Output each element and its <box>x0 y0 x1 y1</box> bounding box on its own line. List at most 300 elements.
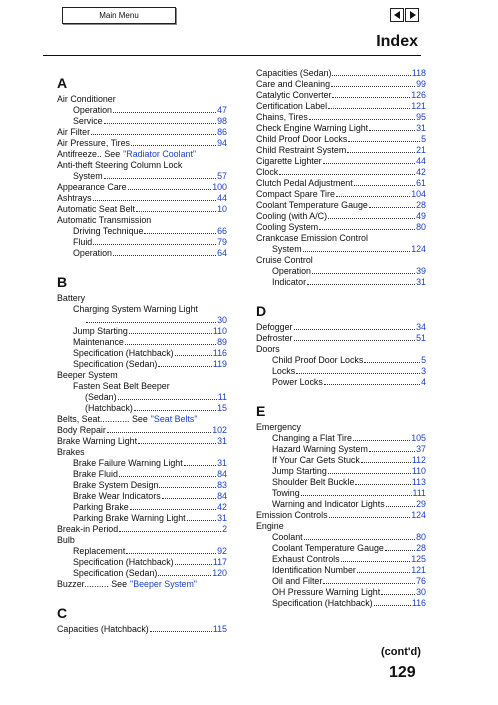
index-entry[interactable] <box>256 200 426 211</box>
entry-text: System <box>272 244 302 254</box>
index-entry[interactable] <box>256 68 426 79</box>
entry-text: Ashtrays <box>57 193 92 203</box>
page-link[interactable]: 31 <box>217 436 227 446</box>
section-letter-b: B <box>57 274 68 290</box>
entry-text: Brake System Design <box>73 480 159 490</box>
dot-leader <box>158 366 211 367</box>
entry-text: Brake Wear Indicators <box>73 491 161 501</box>
page-link[interactable]: 121 <box>411 565 426 575</box>
page-link[interactable]: 113 <box>411 477 426 487</box>
dot-leader <box>364 362 420 363</box>
dot-leader <box>341 561 411 562</box>
index-entry <box>256 255 426 266</box>
page-link[interactable]: 31 <box>217 458 227 468</box>
index-entry[interactable] <box>57 237 227 248</box>
entry-text: Coolant <box>272 532 303 542</box>
page-link[interactable]: 31 <box>416 277 426 287</box>
dot-leader <box>323 583 415 584</box>
dot-leader <box>369 130 415 131</box>
dot-leader <box>91 134 216 135</box>
page-link[interactable]: 94 <box>217 138 227 148</box>
entry-text: Replacement <box>73 546 126 556</box>
dot-leader <box>158 575 211 576</box>
index-entry[interactable] <box>256 244 426 255</box>
index-entry[interactable] <box>256 333 426 344</box>
index-entry[interactable] <box>256 499 426 510</box>
dot-leader <box>385 550 415 551</box>
dot-leader <box>93 200 217 201</box>
page-link[interactable]: 79 <box>217 237 227 247</box>
entry-text: Cigarette Lighter <box>256 156 322 166</box>
page-link[interactable]: 126 <box>411 90 426 100</box>
page-link[interactable]: 80 <box>416 222 426 232</box>
next-page-button[interactable] <box>405 8 419 22</box>
dot-leader <box>104 178 217 179</box>
dot-leader <box>279 174 415 175</box>
page-link[interactable]: 34 <box>416 322 426 332</box>
page-link[interactable]: 4 <box>421 377 426 387</box>
entry-text: Beeper System <box>57 370 118 380</box>
index-entry[interactable] <box>256 587 426 598</box>
dot-leader <box>175 355 212 356</box>
entry-text: Brake Fluid <box>73 469 118 479</box>
entry-text: Specification (Sedan) <box>73 359 158 369</box>
entry-text: Chains, Tires <box>256 112 308 122</box>
index-entry[interactable] <box>256 455 426 466</box>
entry-text: Towing <box>272 488 300 498</box>
arrow-left-icon <box>394 11 400 19</box>
entry-text: Belts, Seat............ See <box>57 414 148 424</box>
index-entry[interactable] <box>256 598 426 609</box>
index-entry[interactable] <box>57 127 227 138</box>
index-entry[interactable] <box>256 543 426 554</box>
dot-leader <box>296 373 420 374</box>
dot-leader <box>125 344 216 345</box>
index-entry[interactable] <box>256 355 426 366</box>
page-link[interactable]: 64 <box>217 248 227 258</box>
entry-text: Air Filter <box>57 127 91 137</box>
index-entry[interactable] <box>256 123 426 134</box>
see-also-link[interactable]: "Beeper System" <box>130 579 198 589</box>
dot-leader <box>332 97 410 98</box>
dot-leader <box>294 329 416 330</box>
dot-leader <box>118 399 217 400</box>
index-entry[interactable] <box>256 90 426 101</box>
dot-leader <box>328 473 411 474</box>
page-link[interactable]: 98 <box>217 116 227 126</box>
index-entry <box>57 414 227 425</box>
dot-leader <box>130 509 216 510</box>
index-entry[interactable] <box>57 546 227 557</box>
entry-text: Specification (Sedan) <box>73 568 158 578</box>
index-entry[interactable] <box>57 568 227 579</box>
page-link[interactable]: 15 <box>217 403 227 413</box>
index-entry[interactable] <box>57 469 227 480</box>
dot-leader <box>138 443 216 444</box>
entry-text: Defroster <box>256 333 293 343</box>
entry-text: Antifreeze.. See <box>57 149 121 159</box>
index-entry[interactable] <box>57 502 227 513</box>
index-entry[interactable] <box>256 112 426 123</box>
dot-leader <box>93 244 216 245</box>
index-entry[interactable] <box>57 226 227 237</box>
entry-text: Operation <box>73 105 112 115</box>
see-also-link[interactable]: "Seat Belts" <box>150 414 198 424</box>
entry-text: Brakes <box>57 447 85 457</box>
index-entry[interactable] <box>256 222 426 233</box>
dot-leader <box>386 506 415 507</box>
entry-text: Doors <box>256 344 280 354</box>
page-link[interactable]: 61 <box>416 178 426 188</box>
page-title: Index <box>376 33 418 50</box>
index-entry[interactable] <box>256 134 426 145</box>
page-link[interactable]: 119 <box>212 359 227 369</box>
index-entry[interactable] <box>57 458 227 469</box>
page-link[interactable]: 124 <box>411 510 426 520</box>
index-entry[interactable] <box>256 366 426 377</box>
page-link[interactable]: 21 <box>416 145 426 155</box>
index-entry[interactable] <box>256 322 426 333</box>
entry-text: Jump Starting <box>73 326 128 336</box>
dot-leader <box>187 520 216 521</box>
entry-text: Break-in Period <box>57 524 119 534</box>
entry-text: Clock <box>256 167 279 177</box>
page-link[interactable]: 100 <box>212 182 227 192</box>
index-entry[interactable] <box>57 182 227 193</box>
page-link[interactable]: 121 <box>411 101 426 111</box>
page-link[interactable]: 5 <box>421 134 426 144</box>
index-entry[interactable] <box>57 315 227 326</box>
entry-text: Battery <box>57 293 86 303</box>
page-link[interactable]: 37 <box>416 444 426 454</box>
section-letter-a: A <box>57 75 68 91</box>
index-entry[interactable] <box>57 248 227 259</box>
dot-leader <box>369 207 415 208</box>
dot-leader <box>119 531 221 532</box>
index-entry[interactable] <box>256 510 426 521</box>
index-entry[interactable] <box>256 277 426 288</box>
page-link[interactable]: 28 <box>416 543 426 553</box>
dot-leader <box>336 196 410 197</box>
index-entry <box>57 215 227 226</box>
index-entry <box>256 422 426 433</box>
entry-text: Capacities (Sedan) <box>256 68 332 78</box>
entry-text: Cooling System <box>256 222 319 232</box>
dot-leader <box>324 384 420 385</box>
entry-text: Specification (Hatchback) <box>272 598 373 608</box>
index-entry <box>57 304 227 315</box>
page-link[interactable]: 112 <box>411 455 426 465</box>
entry-text: System <box>73 171 103 181</box>
index-entry[interactable] <box>57 326 227 337</box>
page-link[interactable]: 29 <box>416 499 426 509</box>
dot-leader <box>369 451 415 452</box>
dot-leader <box>301 495 412 496</box>
page-link[interactable]: 104 <box>411 189 426 199</box>
entry-text: (Hatchback) <box>85 403 133 413</box>
page-link[interactable]: 89 <box>217 337 227 347</box>
entry-text: Crankcase Emission Control <box>256 233 368 243</box>
page-link[interactable]: 49 <box>416 211 426 221</box>
entry-text: Care and Cleaning <box>256 79 331 89</box>
dot-leader <box>374 605 411 606</box>
entry-text: Bulb <box>57 535 75 545</box>
index-entry[interactable] <box>256 377 426 388</box>
entry-text: Compact Spare Tire <box>256 189 335 199</box>
page-link[interactable]: 44 <box>416 156 426 166</box>
index-entry[interactable] <box>256 266 426 277</box>
page-link[interactable]: 51 <box>416 333 426 343</box>
index-entry[interactable] <box>256 79 426 90</box>
entry-text: Fasten Seat Belt Beeper <box>73 381 170 391</box>
entry-text: Coolant Temperature Gauge <box>256 200 368 210</box>
page-link[interactable]: 84 <box>217 491 227 501</box>
dot-leader <box>348 141 420 142</box>
page-link[interactable]: 111 <box>412 488 426 498</box>
page-link[interactable]: 83 <box>217 480 227 490</box>
page-link[interactable]: 30 <box>217 315 227 325</box>
arrow-right-icon <box>410 11 416 19</box>
entry-text: Driving Technique <box>73 226 144 236</box>
entry-text: Defogger <box>256 322 293 332</box>
index-entry <box>256 344 426 355</box>
index-entry[interactable] <box>57 337 227 348</box>
entry-text: Engine <box>256 521 284 531</box>
index-entry[interactable] <box>57 524 227 535</box>
index-entry[interactable] <box>256 178 426 189</box>
dot-leader <box>150 631 212 632</box>
index-entry[interactable] <box>57 138 227 149</box>
dot-leader <box>381 594 415 595</box>
index-entry[interactable] <box>57 513 227 524</box>
index-entry[interactable] <box>57 557 227 568</box>
dot-leader <box>347 152 415 153</box>
entry-text: Maintenance <box>73 337 124 347</box>
dot-leader <box>329 517 411 518</box>
continued-label: (cont'd) <box>381 646 421 658</box>
entry-text: Specification (Hatchback) <box>73 348 174 358</box>
dot-leader <box>162 498 216 499</box>
page-link[interactable]: 120 <box>212 568 227 578</box>
entry-text: Oil and Filter <box>272 576 323 586</box>
page-link[interactable]: 42 <box>416 167 426 177</box>
page-link[interactable]: 116 <box>411 598 426 608</box>
dot-leader <box>134 410 216 411</box>
dot-leader <box>136 211 216 212</box>
page-link[interactable]: 30 <box>416 587 426 597</box>
dot-leader <box>353 440 410 441</box>
dot-leader <box>357 572 410 573</box>
index-entry[interactable] <box>57 403 227 414</box>
dot-leader <box>355 484 410 485</box>
page-link[interactable]: 117 <box>212 557 227 567</box>
entry-text: (Sedan) <box>85 392 117 402</box>
entry-text: Child Restraint System <box>256 145 347 155</box>
page-link[interactable]: 57 <box>217 171 227 181</box>
index-entry <box>57 579 227 590</box>
entry-text: Body Repair <box>57 425 106 435</box>
entry-text: Warning and Indicator Lights <box>272 499 385 509</box>
entry-text: Child Proof Door Locks <box>272 355 364 365</box>
page-link[interactable]: 125 <box>411 554 426 564</box>
index-entry[interactable] <box>256 565 426 576</box>
page-link[interactable]: 42 <box>217 502 227 512</box>
entry-text: Automatic Seat Belt <box>57 204 135 214</box>
entry-text: OH Pressure Warning Light <box>272 587 381 597</box>
entry-text: Service <box>73 116 103 126</box>
index-entry[interactable] <box>256 156 426 167</box>
page-link[interactable]: 28 <box>416 200 426 210</box>
index-entry[interactable] <box>57 193 227 204</box>
entry-text: Catalytic Converter <box>256 90 332 100</box>
page-link[interactable]: 102 <box>212 425 227 435</box>
section-letter-c: C <box>57 605 68 621</box>
page-link[interactable]: 47 <box>217 105 227 115</box>
entry-text: Coolant Temperature Gauge <box>272 543 384 553</box>
page-link[interactable]: 76 <box>416 576 426 586</box>
page-link[interactable]: 66 <box>217 226 227 236</box>
entry-text: If Your Car Gets Stuck <box>272 455 360 465</box>
dot-leader <box>104 123 217 124</box>
dot-leader <box>307 284 415 285</box>
index-entry[interactable] <box>256 488 426 499</box>
section-letter-d: D <box>256 303 267 319</box>
page-link[interactable]: 116 <box>212 348 227 358</box>
main-menu-button[interactable]: Main Menu <box>62 7 176 24</box>
index-entry <box>57 160 227 171</box>
index-entry[interactable] <box>57 359 227 370</box>
entry-text: Cooling (with A/C) <box>256 211 328 221</box>
page-link[interactable]: 10 <box>217 204 227 214</box>
index-entry[interactable] <box>256 466 426 477</box>
index-entry[interactable] <box>256 101 426 112</box>
header-divider <box>43 55 421 56</box>
index-entry[interactable] <box>57 480 227 491</box>
index-entry[interactable] <box>57 171 227 182</box>
index-column-left <box>57 68 227 635</box>
page-link[interactable]: 11 <box>217 392 227 402</box>
entry-text: Air Pressure, Tires <box>57 138 130 148</box>
index-entry[interactable] <box>57 348 227 359</box>
page-link[interactable]: 115 <box>212 624 227 634</box>
dot-leader <box>332 75 410 76</box>
page-link[interactable]: 39 <box>416 266 426 276</box>
entry-text: Jump Starting <box>272 466 327 476</box>
index-entry[interactable] <box>256 167 426 178</box>
dot-leader <box>113 255 216 256</box>
section-letter-e: E <box>256 403 266 419</box>
dot-leader <box>361 462 411 463</box>
see-also-link[interactable]: "Radiator Coolant" <box>123 149 197 159</box>
entry-text: Emission Controls <box>256 510 328 520</box>
page-link[interactable]: 99 <box>416 79 426 89</box>
page-link[interactable]: 2 <box>222 524 227 534</box>
page-link[interactable]: 110 <box>212 326 227 336</box>
dot-leader <box>126 553 216 554</box>
dot-leader <box>159 487 216 488</box>
entry-text: Clutch Pedal Adjustment <box>256 178 353 188</box>
dot-leader <box>323 163 416 164</box>
index-entry[interactable] <box>256 211 426 222</box>
entry-text: Charging System Warning Light <box>73 304 198 314</box>
dot-leader <box>354 185 415 186</box>
entry-text: Certification Label <box>256 101 328 111</box>
entry-text: Anti-theft Steering Column Lock <box>57 160 183 170</box>
entry-text: Child Proof Door Locks <box>256 134 348 144</box>
index-entry[interactable] <box>57 491 227 502</box>
dot-leader <box>113 112 216 113</box>
page-link[interactable]: 5 <box>421 355 426 365</box>
index-entry[interactable] <box>57 392 227 403</box>
entry-text: Power Locks <box>272 377 323 387</box>
index-entry[interactable] <box>256 576 426 587</box>
page-link[interactable]: 80 <box>416 532 426 542</box>
index-entry[interactable] <box>256 189 426 200</box>
index-entry <box>57 149 227 160</box>
index-entry[interactable] <box>57 116 227 127</box>
index-entry[interactable] <box>256 532 426 543</box>
page-link[interactable]: 84 <box>217 469 227 479</box>
entry-text: Buzzer.......... See <box>57 579 128 589</box>
entry-text: Hazard Warning System <box>272 444 368 454</box>
index-column-right <box>256 68 426 609</box>
page-link[interactable]: 3 <box>421 366 426 376</box>
page-link[interactable]: 124 <box>411 244 426 254</box>
index-entry <box>57 370 227 381</box>
index-entry[interactable] <box>57 624 227 635</box>
dot-leader <box>319 229 415 230</box>
entry-text: Locks <box>272 366 296 376</box>
index-entry[interactable] <box>57 425 227 436</box>
page-link[interactable]: 31 <box>217 513 227 523</box>
dot-leader <box>175 564 212 565</box>
entry-text: Parking Brake Warning Light <box>73 513 186 523</box>
index-entry[interactable] <box>256 145 426 156</box>
dot-leader <box>86 322 216 323</box>
index-entry[interactable] <box>57 105 227 116</box>
page-link[interactable]: 95 <box>416 112 426 122</box>
page-link[interactable]: 86 <box>217 127 227 137</box>
index-entry <box>57 447 227 458</box>
page-link[interactable]: 110 <box>411 466 426 476</box>
index-entry[interactable] <box>57 204 227 215</box>
entry-text: Changing a Flat Tire <box>272 433 352 443</box>
entry-text: Brake Warning Light <box>57 436 138 446</box>
page-link[interactable]: 118 <box>411 68 426 78</box>
page-link[interactable]: 44 <box>217 193 227 203</box>
entry-text: Automatic Transmission <box>57 215 152 225</box>
entry-text: Check Engine Warning Light <box>256 123 369 133</box>
previous-page-button[interactable] <box>390 8 404 22</box>
index-entry <box>57 381 227 392</box>
index-entry[interactable] <box>57 436 227 447</box>
dot-leader <box>328 218 415 219</box>
entry-text: Brake Failure Warning Light <box>73 458 183 468</box>
dot-leader <box>144 233 216 234</box>
index-entry <box>57 535 227 546</box>
index-entry[interactable] <box>256 444 426 455</box>
dot-leader <box>303 251 411 252</box>
entry-text: Parking Brake <box>73 502 129 512</box>
page-link[interactable]: 92 <box>217 546 227 556</box>
entry-text: Exhaust Controls <box>272 554 340 564</box>
index-entry[interactable] <box>256 554 426 565</box>
index-entry <box>57 293 227 304</box>
page-link[interactable]: 31 <box>416 123 426 133</box>
page-link[interactable]: 105 <box>411 433 426 443</box>
index-entry[interactable] <box>256 477 426 488</box>
index-entry[interactable] <box>256 433 426 444</box>
